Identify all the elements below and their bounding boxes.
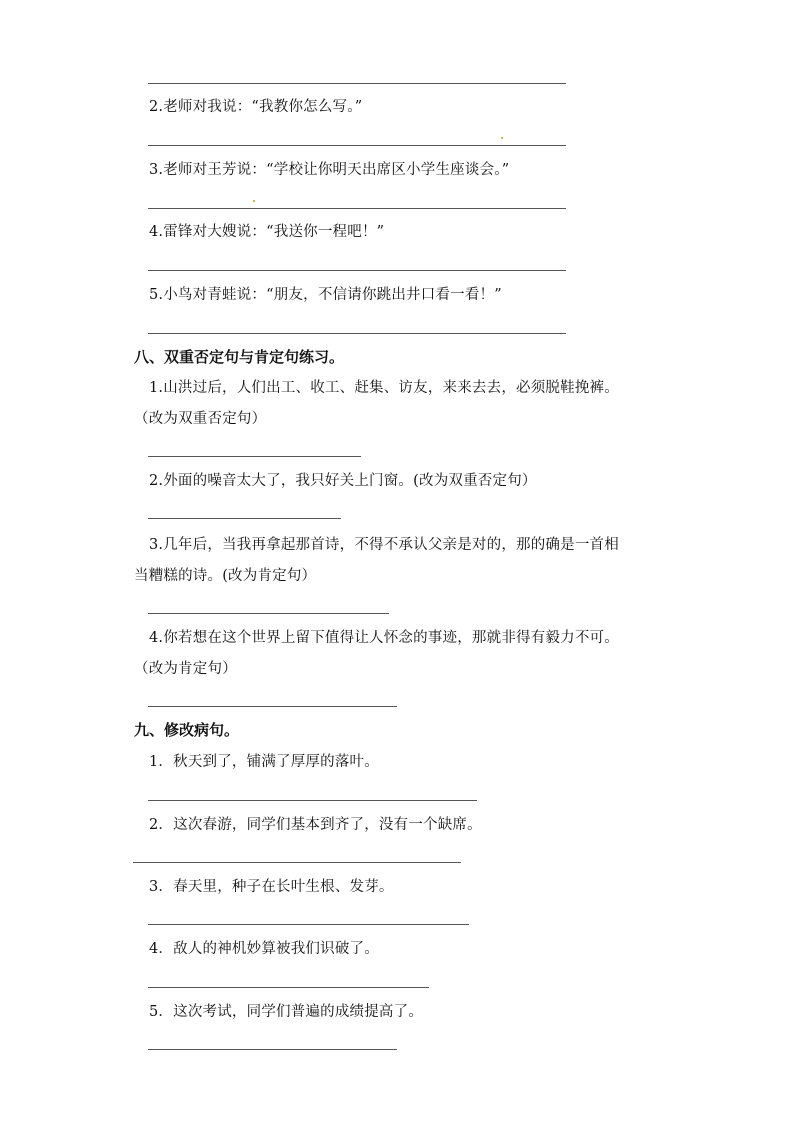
exercise-item: 3.老师对王芳说：“学校让你明天出席区小学生座谈会。” [149, 162, 510, 178]
answer-line [148, 1049, 397, 1050]
exercise-item: 5.小鸟对青蛙说：“朋友，不信请你跳出井口看一看！” [149, 287, 502, 303]
answer-line [148, 924, 469, 925]
exercise-item: 4.雷锋对大嫂说：“我送你一程吧！” [149, 224, 385, 240]
answer-line [148, 83, 566, 84]
answer-line [148, 800, 477, 801]
answer-line [148, 208, 566, 209]
exercise-item: 2.老师对我说：“我教你怎么写。” [149, 99, 363, 115]
exercise-item: 1.山洪过后，人们出工、收工、赶集、访友，来来去去，必须脱鞋挽裤。 [149, 380, 619, 396]
answer-line [148, 456, 361, 457]
ink-speck [253, 200, 255, 202]
exercise-item: 3．春天里，种子在长叶生根、发芽。 [149, 879, 394, 895]
exercise-item: 1．秋天到了，铺满了厚厚的落叶。 [149, 754, 379, 770]
section-heading: 八、双重否定句与肯定句练习。 [134, 348, 345, 366]
exercise-instruction: （改为肯定句） [134, 661, 237, 677]
exercise-item: 4.你若想在这个世界上留下值得让人怀念的事迹，那就非得有毅力不可。 [149, 630, 619, 646]
exercise-instruction: （改为双重否定句） [134, 411, 267, 427]
exercise-item: 2．这次春游，同学们基本到齐了，没有一个缺席。 [149, 817, 482, 833]
answer-line [148, 613, 389, 614]
answer-line [133, 862, 461, 863]
exercise-item: 3.几年后，当我再拿起那首诗，不得不承认父亲是对的，那的确是一首相 [149, 537, 619, 553]
ink-speck [501, 137, 503, 139]
exercise-item: 4．敌人的神机妙算被我们识破了。 [149, 941, 379, 957]
exercise-item: 2.外面的噪音太大了，我只好关上门窗。(改为双重否定句） [149, 473, 537, 489]
answer-line [148, 333, 566, 334]
exercise-item: 5．这次考试，同学们普遍的成绩提高了。 [149, 1004, 424, 1020]
answer-line [148, 270, 566, 271]
section-heading: 九、修改病句。 [134, 721, 240, 739]
answer-line [148, 987, 429, 988]
answer-line [148, 145, 566, 146]
exercise-item-continued: 当糟糕的诗。(改为肯定句） [134, 568, 317, 584]
answer-line [148, 518, 341, 519]
answer-line [148, 706, 397, 707]
